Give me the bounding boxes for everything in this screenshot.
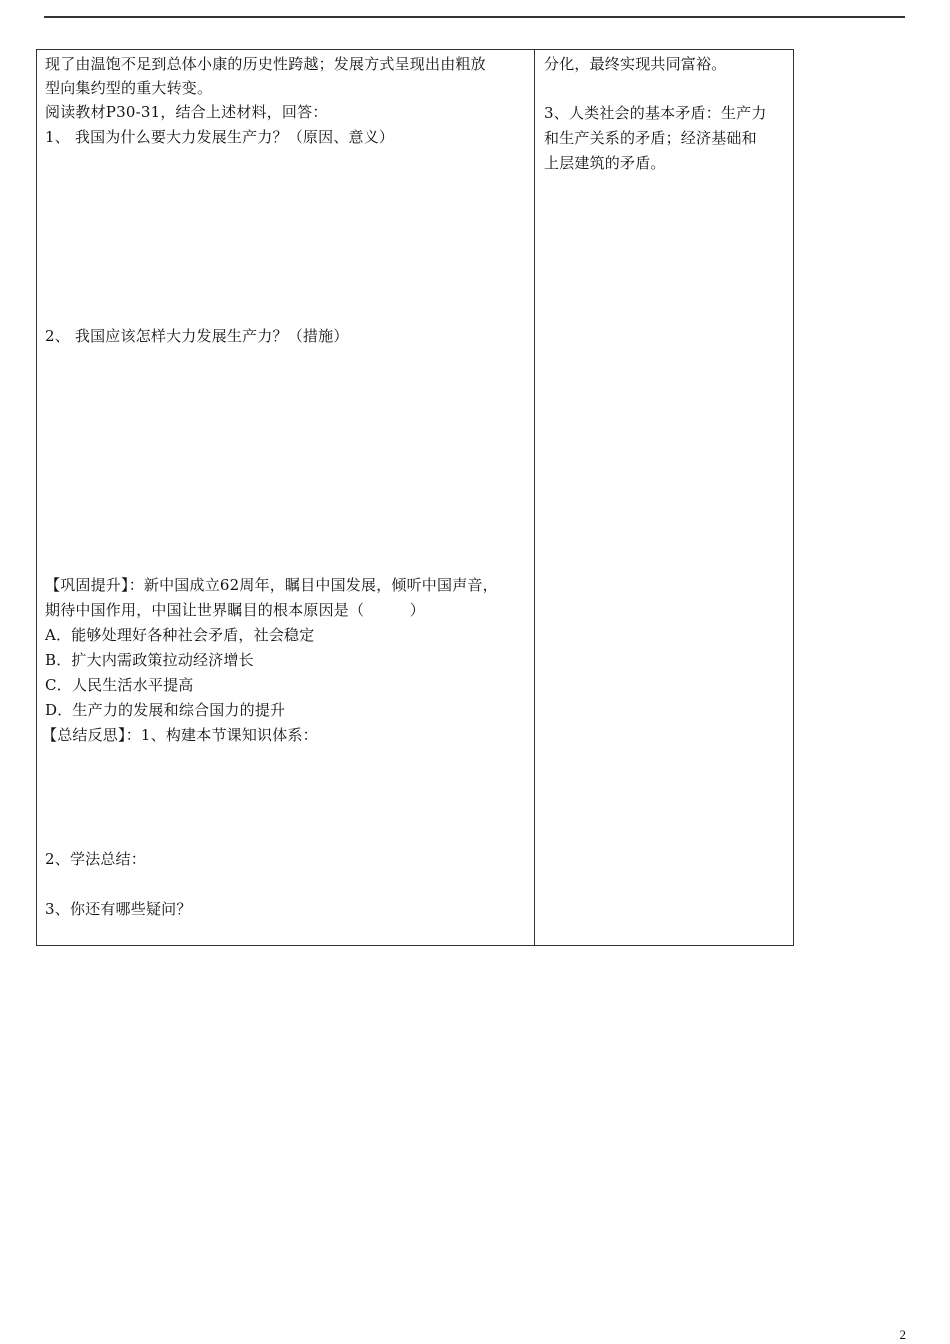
right-line-3: 和生产关系的矛盾；经济基础和 <box>544 129 757 147</box>
summary-heading: 【总结反思】：1、构建本节课知识体系： <box>42 726 318 744</box>
column-divider <box>534 50 535 945</box>
question-2: 2、 我国应该怎样大力发展生产力？（措施） <box>45 327 349 345</box>
page-number: 2 <box>899 1327 906 1342</box>
option-b: B．扩大内需政策拉动经济增长 <box>45 651 254 669</box>
consolidate-line-1: 【巩固提升】：新中国成立62周年，瞩目中国发展，倾听中国声音， <box>45 576 498 594</box>
right-line-1: 分化，最终实现共同富裕。 <box>544 55 727 73</box>
right-line-2: 3、人类社会的基本矛盾：生产力 <box>544 104 767 122</box>
intro-line-1: 现了由温饱不足到总体小康的历史性跨越；发展方式呈现出由粗放 <box>45 55 486 73</box>
option-a: A．能够处理好各种社会矛盾，社会稳定 <box>45 626 315 644</box>
method-summary: 2、学法总结： <box>45 850 146 868</box>
header-rule <box>44 16 905 18</box>
worksheet-table <box>36 49 794 946</box>
option-c: C．人民生活水平提高 <box>45 676 194 694</box>
right-line-4: 上层建筑的矛盾。 <box>544 154 666 172</box>
intro-line-2: 型向集约型的重大转变。 <box>45 79 213 97</box>
option-d: D．生产力的发展和综合国力的提升 <box>45 701 286 719</box>
reading-prompt: 阅读教材P30-31，结合上述材料，回答： <box>45 103 328 121</box>
question-1: 1、 我国为什么要大力发展生产力？（原因、意义） <box>45 128 395 146</box>
consolidate-line-2: 期待中国作用，中国让世界瞩目的根本原因是（ ） <box>45 601 426 619</box>
remaining-questions: 3、你还有哪些疑问？ <box>45 900 192 918</box>
